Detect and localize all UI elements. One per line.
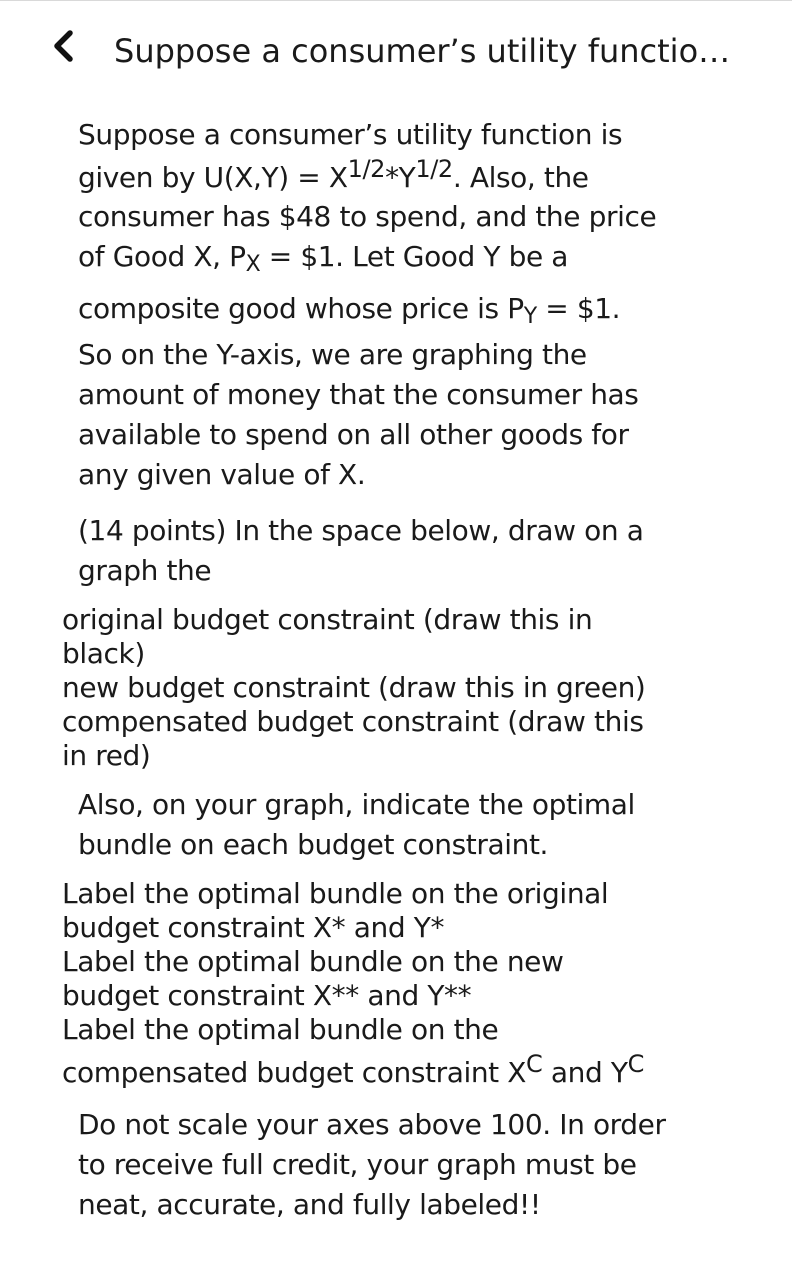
problem-line: consumer has $48 to spend, and the price <box>78 200 657 233</box>
text-span: = $1. <box>536 292 621 325</box>
text-span: given by U(X,Y) = X <box>78 161 348 194</box>
subscript: Y <box>523 304 537 329</box>
label-list <box>0 877 792 1097</box>
text-span: = $1. Let Good Y be a <box>260 240 569 273</box>
note-line: neat, accurate, and fully labeled!! <box>78 1188 541 1221</box>
note-line: Do not scale your axes above 100. In order <box>78 1108 666 1141</box>
text-span: *Y <box>385 161 416 194</box>
problem-line: Suppose a consumer’s utility function is <box>78 118 623 151</box>
instruction-line: graph the <box>78 554 212 587</box>
instruction-line: (14 points) In the space below, draw on a <box>78 514 644 547</box>
list-item: new budget constraint (draw this in green) <box>62 671 646 704</box>
superscript: C <box>627 1050 644 1078</box>
list-item: original budget constraint (draw this in <box>62 603 593 636</box>
text-span: compensated budget constraint X <box>62 1056 527 1089</box>
grading-note <box>0 1105 792 1225</box>
header-bar <box>0 1 792 105</box>
chevron-left-icon <box>46 25 86 69</box>
text-span: of Good X, P <box>78 240 246 273</box>
text-span: composite good whose price is P <box>78 292 524 325</box>
problem-line-price-y <box>0 283 792 335</box>
list-item: Label the optimal bundle on the original <box>62 877 609 910</box>
superscript: C <box>526 1050 543 1078</box>
exponent: 1/2 <box>415 155 453 183</box>
text-span: and Y <box>542 1056 628 1089</box>
instruction-paragraph <box>0 785 792 865</box>
problem-line: So on the Y-axis, we are graphing the <box>78 338 587 371</box>
instruction-line: bundle on each budget constraint. <box>78 828 549 861</box>
problem-line: amount of money that the consumer has <box>78 378 639 411</box>
instruction-paragraph <box>0 511 792 591</box>
problem-line: available to spend on all other goods for <box>78 418 629 451</box>
note-line: to receive full credit, your graph must be <box>78 1148 637 1181</box>
question-body <box>0 113 792 1225</box>
list-item: budget constraint X* and Y* <box>62 911 445 944</box>
list-item: budget constraint X** and Y** <box>62 979 472 1012</box>
problem-line-utility <box>0 155 792 201</box>
list-item: Label the optimal bundle on the new <box>62 945 564 978</box>
list-item: Label the optimal bundle on the <box>62 1013 499 1046</box>
constraint-list <box>0 603 792 773</box>
list-item: in red) <box>62 739 151 772</box>
exponent: 1/2 <box>347 155 386 183</box>
text-span: . Also, the <box>452 161 589 194</box>
list-item-compensated <box>0 1049 792 1097</box>
list-item: black) <box>62 637 145 670</box>
problem-line-price-x <box>0 237 792 277</box>
instruction-line: Also, on your graph, indicate the optimal <box>78 788 635 821</box>
back-button[interactable] <box>46 25 86 69</box>
subscript: X <box>245 252 261 277</box>
list-item: compensated budget constraint (draw this <box>62 705 644 738</box>
problem-statement <box>0 115 792 495</box>
problem-line: any given value of X. <box>78 458 366 491</box>
page-title: Suppose a consumer’s utility functio… <box>114 32 731 70</box>
